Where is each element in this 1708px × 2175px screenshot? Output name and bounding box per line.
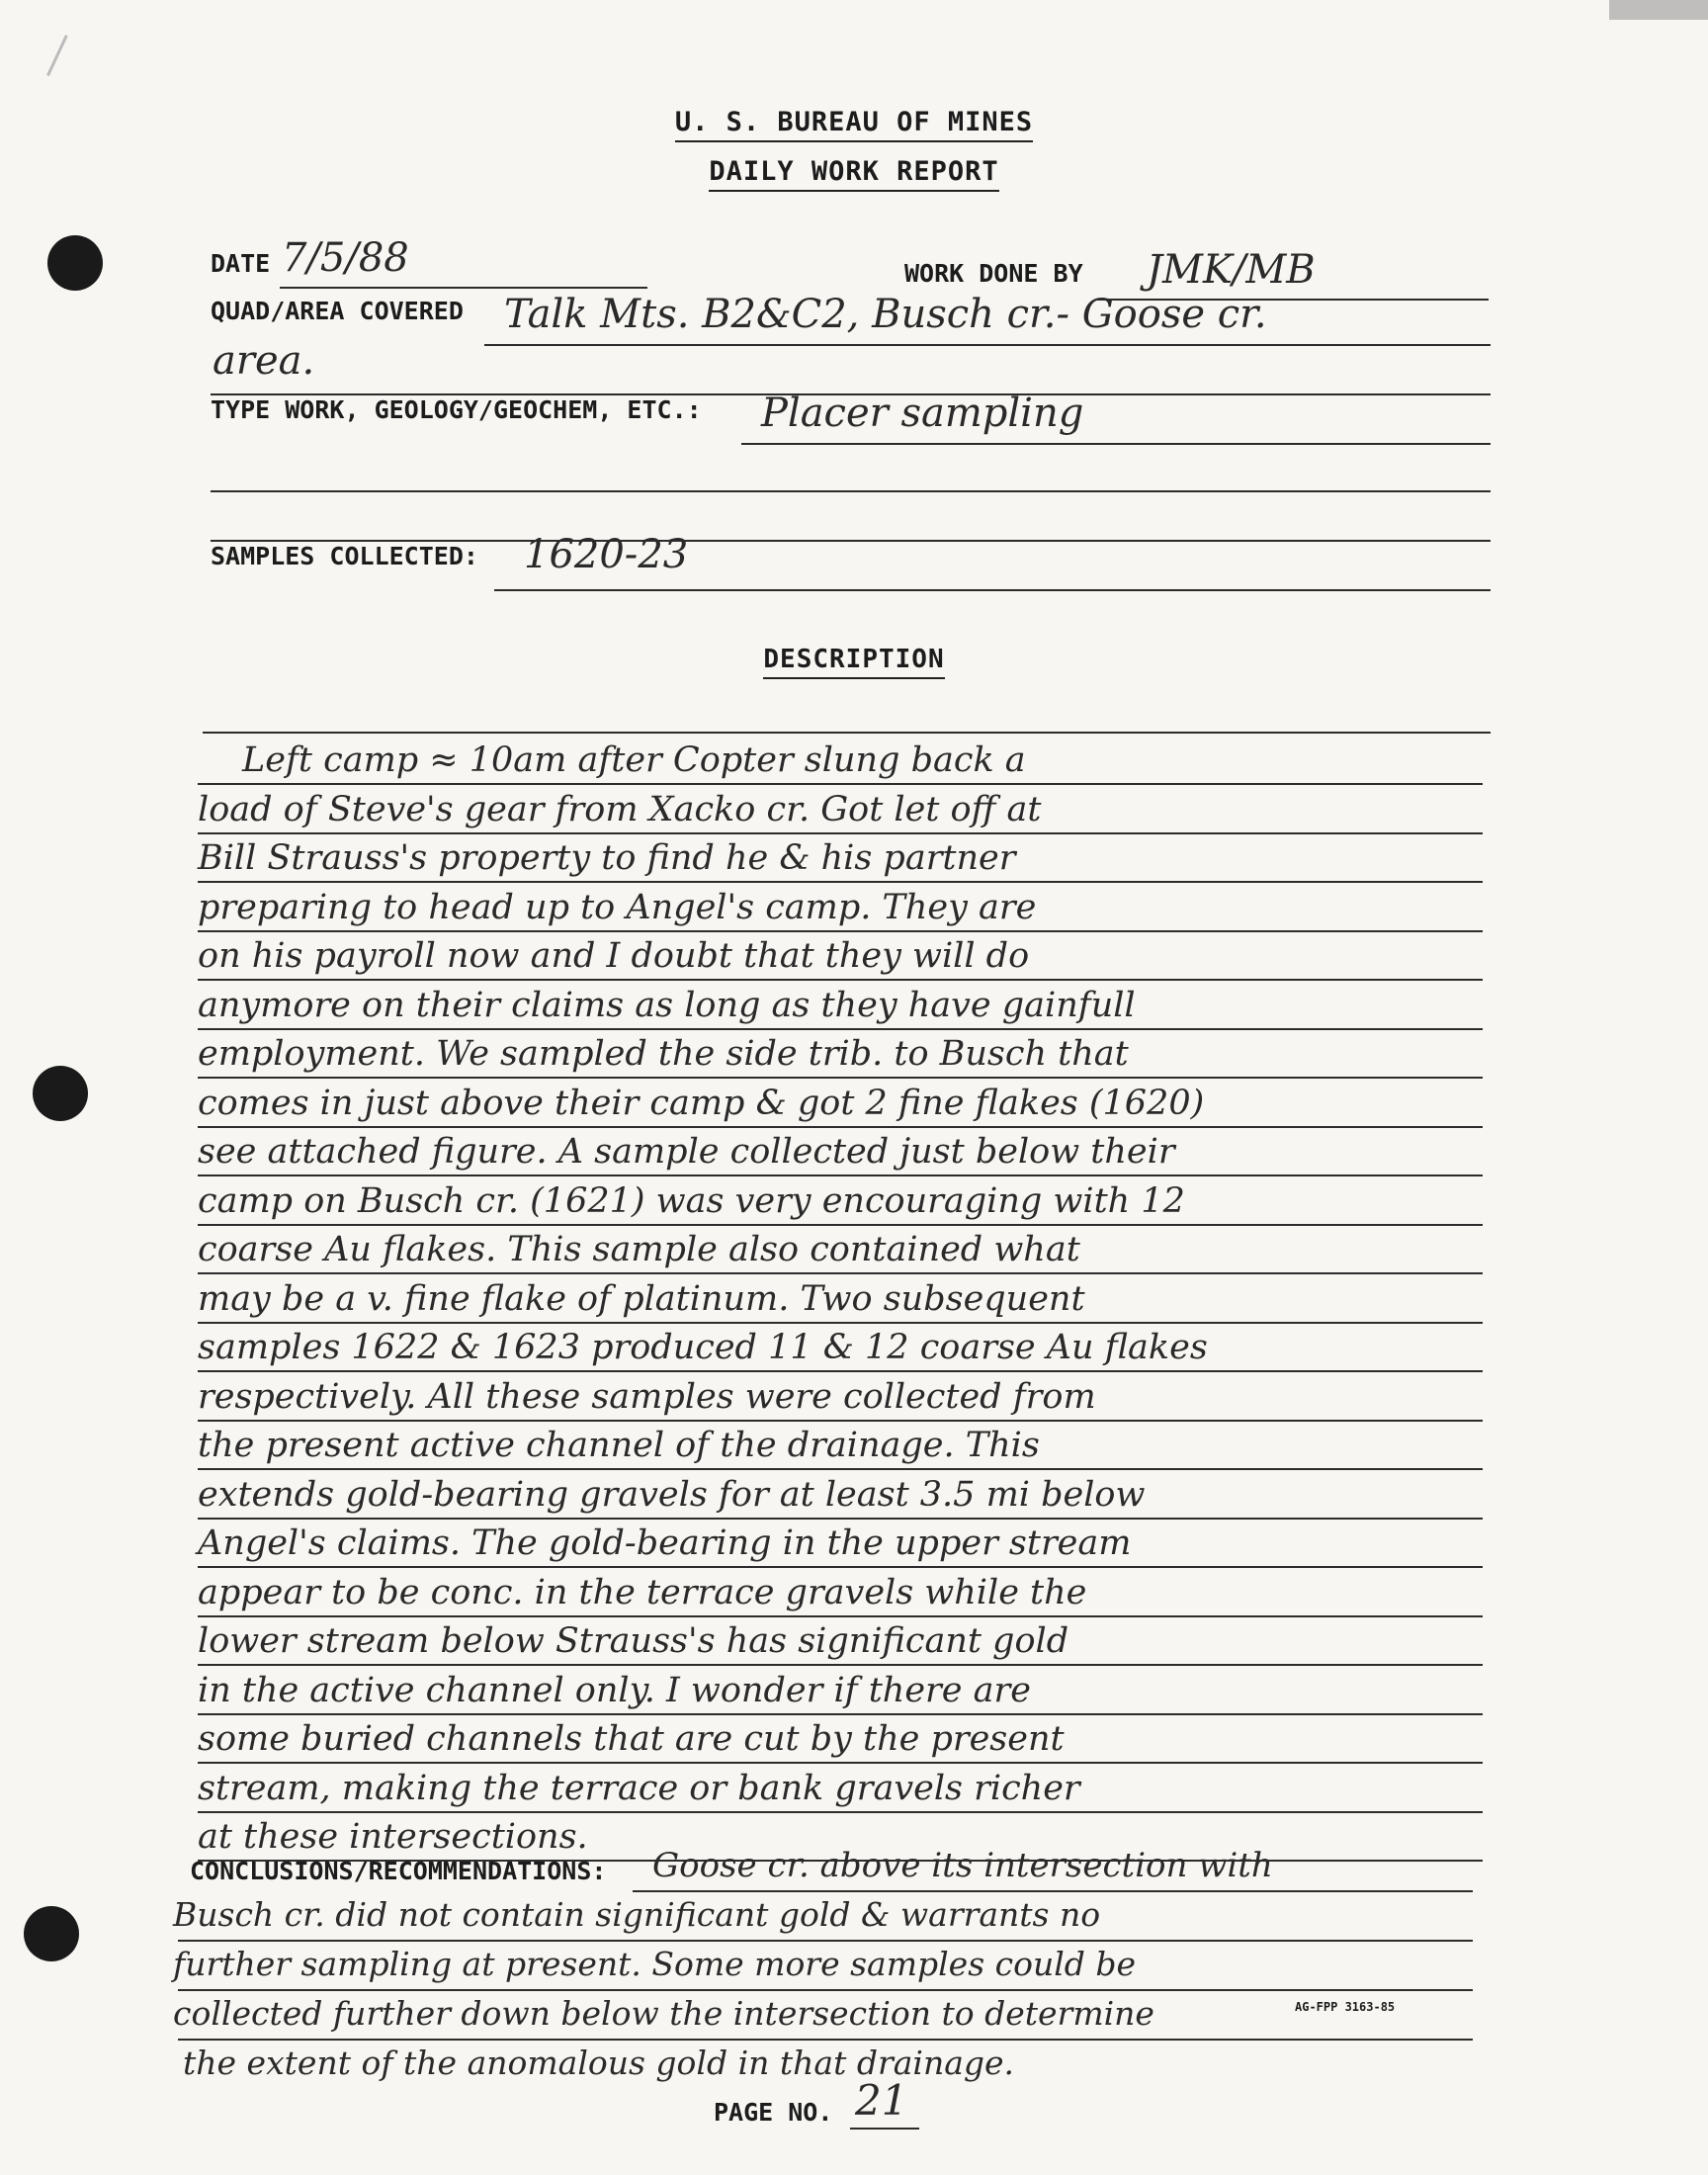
conclusion-line: Goose cr. above its intersection with (652, 1846, 1273, 1885)
description-heading: DESCRIPTION (0, 645, 1708, 674)
description-line: anymore on their claims as long as they have gainfull (198, 985, 1136, 1025)
description-rule (198, 1762, 1483, 1764)
conclusion-rule (633, 1890, 1473, 1892)
conclusion-rule (178, 2039, 1473, 2041)
type-work-underline (741, 443, 1491, 445)
page-number-value: 21 (855, 2076, 908, 2125)
description-line: respectively. All these samples were collected from (198, 1376, 1096, 1417)
description-line: camp on Busch cr. (1621) was very encouraging with 12 (198, 1180, 1185, 1221)
report-title: DAILY WORK REPORT (0, 156, 1708, 187)
description-rule (198, 930, 1483, 932)
work-done-by-value: JMK/MB (1147, 247, 1316, 293)
conclusion-line: collected further down below the intersection to determine (173, 1994, 1154, 2033)
scan-smudge (1609, 0, 1708, 20)
description-line: employment. We sampled the side trib. to Busch that (198, 1034, 1129, 1074)
quad-value-continued: area. (213, 338, 315, 384)
description-line: lower stream below Strauss's has significant gold (198, 1621, 1069, 1661)
type-work-label: TYPE WORK, GEOLOGY/GEOCHEM, ETC.: (211, 395, 702, 424)
description-rule (198, 1077, 1483, 1079)
description-rule (198, 881, 1483, 883)
description-line: samples 1622 & 1623 produced 11 & 12 coarse Au flakes (198, 1328, 1208, 1367)
quad-underline (484, 344, 1491, 346)
conclusions-label: CONCLUSIONS/RECOMMENDATIONS: (190, 1857, 607, 1885)
description-rule (198, 832, 1483, 834)
description-line: stream, making the terrace or bank gravels richer (198, 1768, 1080, 1808)
description-line: some buried channels that are cut by the present (198, 1719, 1065, 1759)
type-work-blank-line-1 (211, 490, 1491, 492)
description-rule (198, 1028, 1483, 1030)
description-line: Left camp ≈ 10am after Copter slung back a (242, 740, 1026, 780)
description-rule (198, 1224, 1483, 1226)
conclusion-rule (178, 1989, 1473, 1991)
description-line: at these intersections. (198, 1817, 588, 1857)
samples-underline (494, 589, 1491, 591)
description-rule (198, 783, 1483, 785)
punch-hole-top (47, 235, 103, 291)
conclusion-line: the extent of the anomalous gold in that drainage. (183, 2044, 1015, 2082)
description-line: in the active channel only. I wonder if there are (198, 1670, 1031, 1710)
date-underline (280, 287, 647, 289)
description-top-rule (203, 732, 1491, 734)
conclusion-rule (178, 1940, 1473, 1942)
punch-hole-middle (33, 1066, 88, 1121)
description-rule (198, 1174, 1483, 1176)
description-line: comes in just above their camp & got 2 fine flakes (1620) (198, 1083, 1205, 1123)
description-line: see attached figure. A sample collected just below their (198, 1132, 1175, 1172)
quad-label: QUAD/AREA COVERED (211, 297, 464, 325)
description-line: appear to be conc. in the terrace gravels while the (198, 1572, 1087, 1612)
date-value: 7/5/88 (282, 235, 409, 281)
description-line: preparing to head up to Angel's camp. They are (198, 887, 1037, 927)
description-rule (198, 1566, 1483, 1568)
samples-value: 1620-23 (524, 532, 689, 577)
punch-hole-bottom (24, 1906, 79, 1961)
description-rule (198, 1468, 1483, 1470)
pencil-mark (46, 35, 95, 89)
description-line: extends gold-bearing gravels for at least 3.5 mi below (198, 1474, 1146, 1515)
description-rule (198, 1664, 1483, 1666)
description-rule (198, 1370, 1483, 1372)
description-line: coarse Au flakes. This sample also contained what (198, 1230, 1080, 1269)
description-line: Angel's claims. The gold-bearing in the upper stream (198, 1523, 1132, 1563)
date-label: DATE (211, 249, 271, 278)
conclusion-line: Busch cr. did not contain significant gold & warrants no (173, 1895, 1101, 1934)
description-line: load of Steve's gear from Xacko cr. Got let off at (198, 789, 1042, 829)
description-rule (198, 1713, 1483, 1715)
form-code: AG-FPP 3163-85 (1295, 2000, 1396, 2014)
page-number-underline (850, 2128, 919, 2130)
samples-label: SAMPLES COLLECTED: (211, 542, 478, 570)
conclusion-line: further sampling at present. Some more samples could be (173, 1945, 1137, 1983)
description-rule (198, 1518, 1483, 1520)
description-rule (198, 1615, 1483, 1617)
description-rule (198, 1811, 1483, 1813)
type-work-value: Placer sampling (761, 391, 1084, 436)
work-done-by-label: WORK DONE BY (904, 259, 1083, 288)
description-rule (198, 1322, 1483, 1324)
description-line: Bill Strauss's property to find he & his partner (198, 838, 1016, 878)
description-line: on his payroll now and I doubt that they will do (198, 936, 1030, 976)
description-rule (198, 1272, 1483, 1274)
description-rule (198, 979, 1483, 981)
quad-value: Talk Mts. B2&C2, Busch cr.- Goose cr. (504, 292, 1267, 337)
description-rule (198, 1126, 1483, 1128)
page-number-label: PAGE NO. (714, 2098, 833, 2127)
description-line: the present active channel of the drainage. This (198, 1426, 1040, 1465)
description-rule (198, 1420, 1483, 1422)
description-line: may be a v. fine flake of platinum. Two subsequent (198, 1278, 1085, 1319)
agency-title: U. S. BUREAU OF MINES (0, 107, 1708, 137)
